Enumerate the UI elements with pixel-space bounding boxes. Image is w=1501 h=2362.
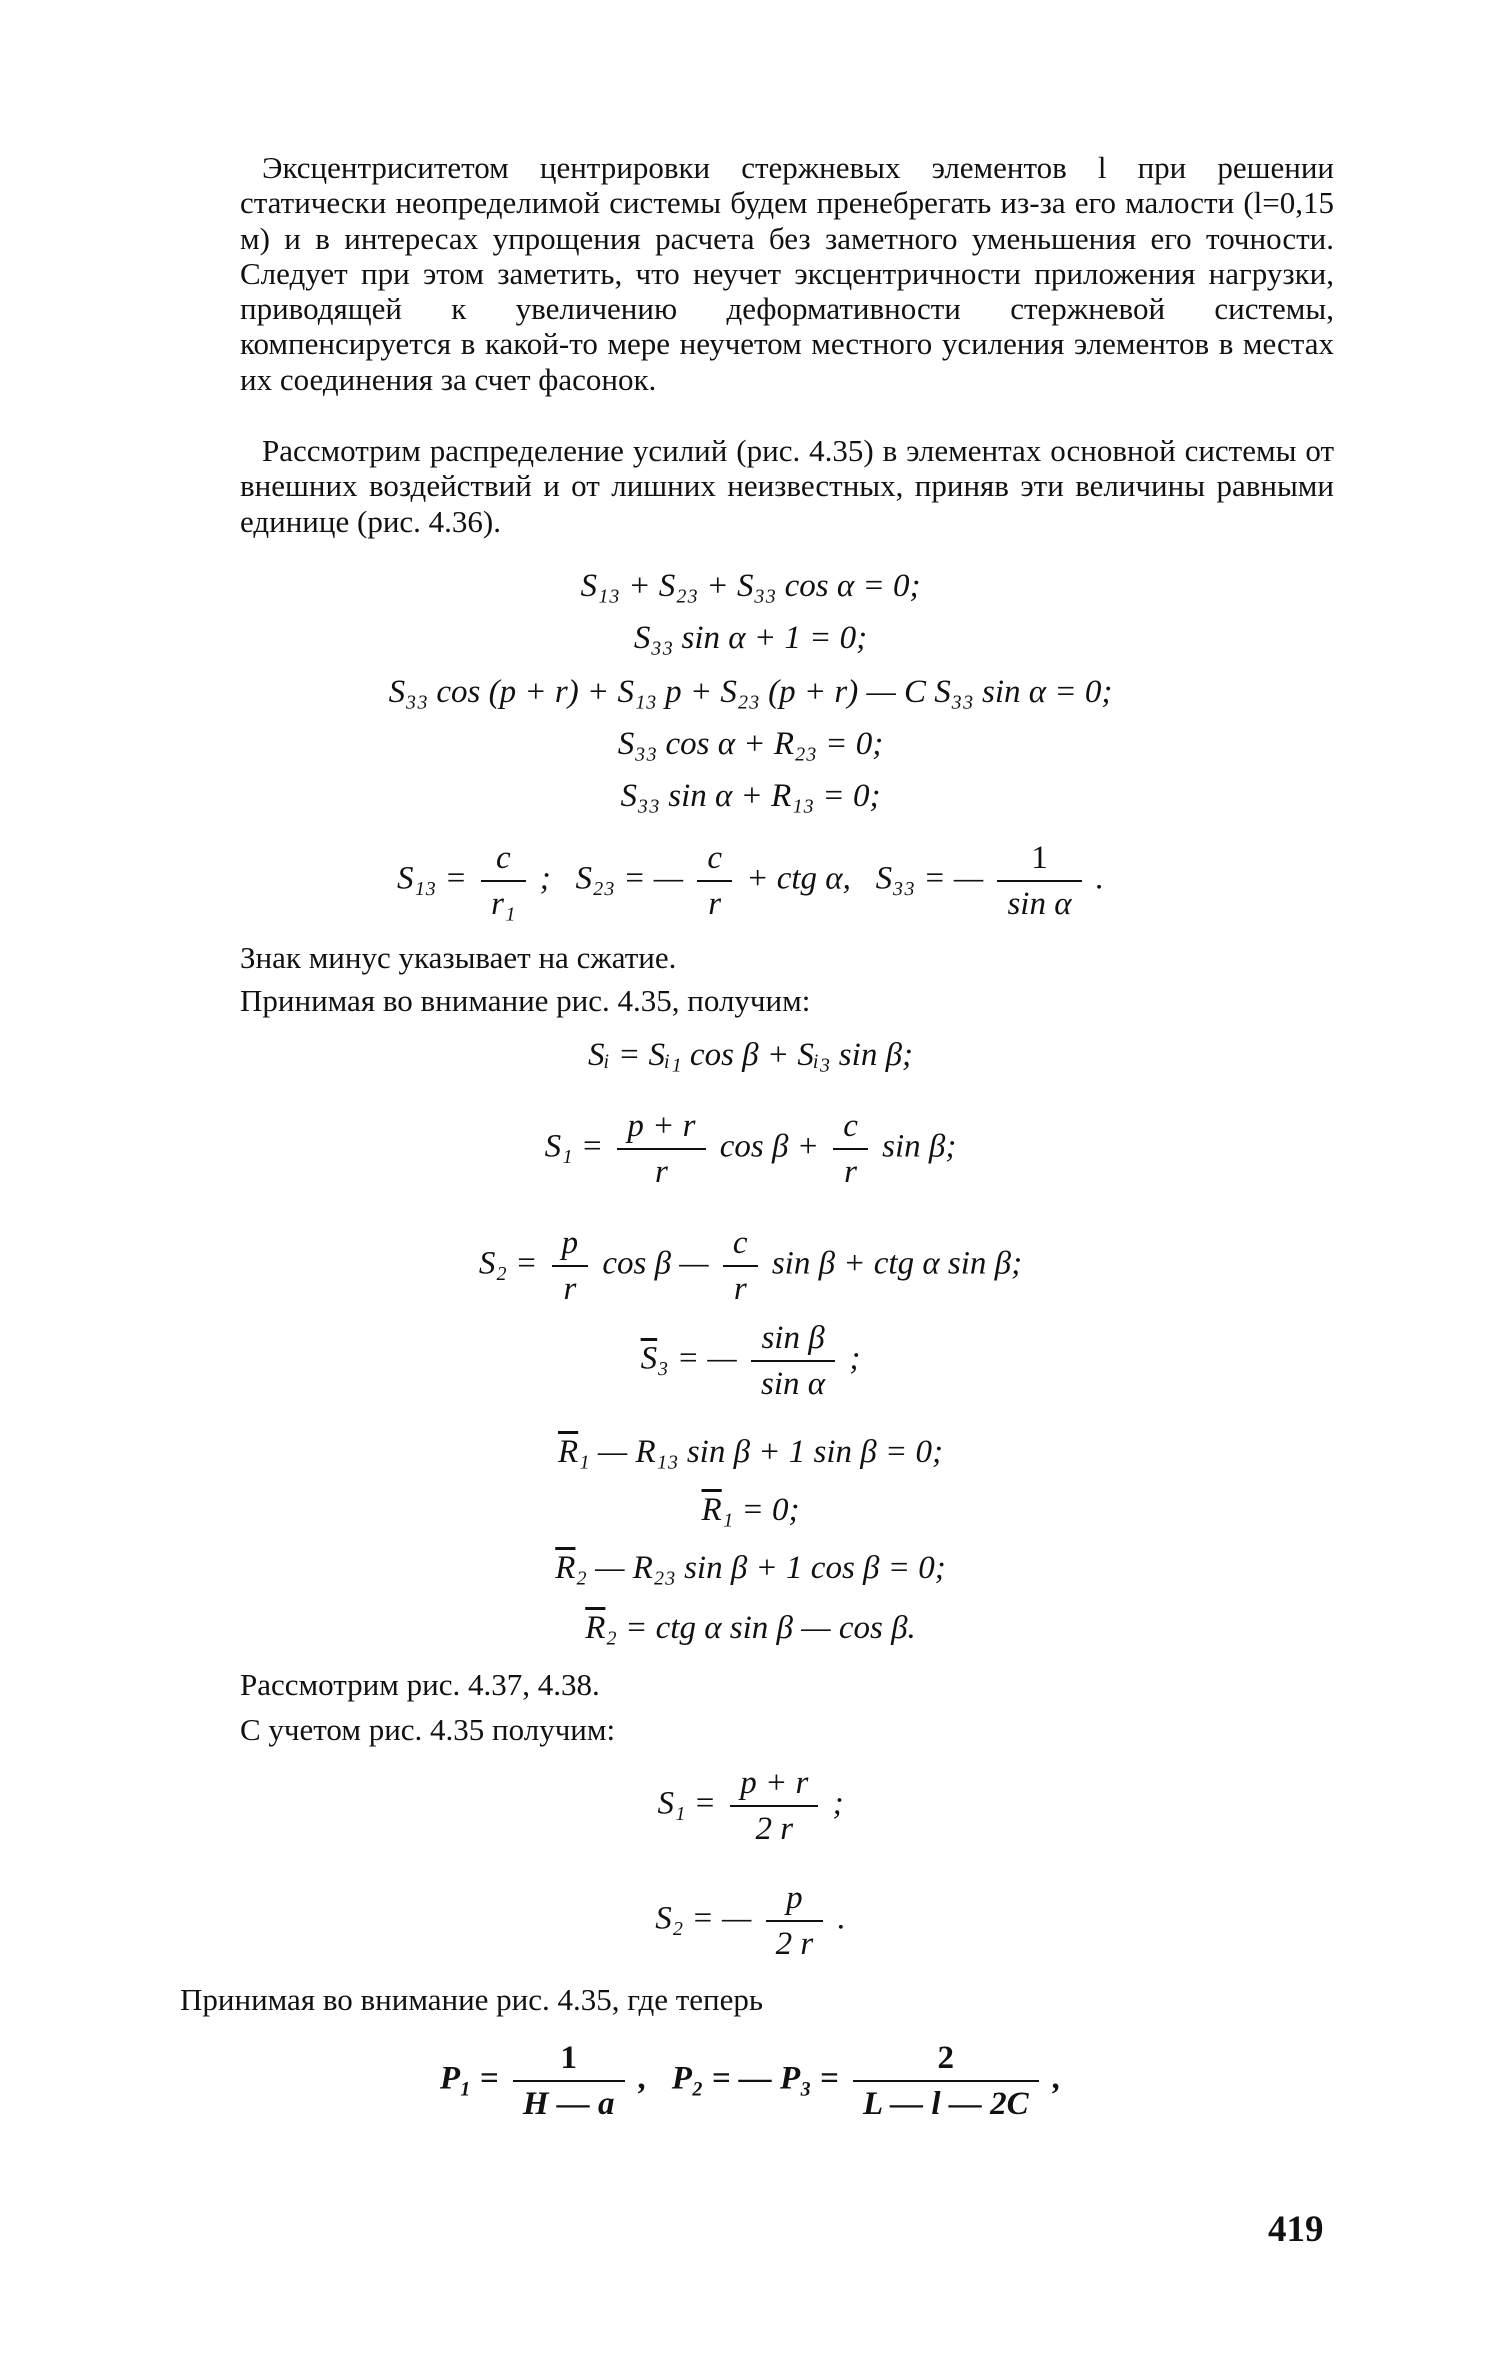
- equation-2: S₃₃ sin α + 1 = 0;: [633, 620, 868, 656]
- fraction-c-r1: $\frac{c}{\text{r₁}}$: [481, 840, 525, 922]
- equation-8: S₁ = $\frac{p + r}{r}$ cos β + $\frac{c}{r}$ sin β;: [544, 1108, 957, 1190]
- consider-figs-line: Рассмотрим рис. 4.37, 4.38.: [240, 1667, 600, 1702]
- fraction-1-sina: $\frac{1}{\text{sin α}}$: [997, 840, 1081, 922]
- equation-15: S₁ = $\frac{p + r}{2 r}$ ;: [657, 1765, 844, 1847]
- with-regard-line: С учетом рис. 4.35 получим:: [240, 1712, 616, 1747]
- considering-line-2: Принимая во внимание рис. 4.35, где теперь: [180, 1982, 764, 2017]
- equation-1: S₁₃ + S₂₃ + S₃₃ cos α = 0;: [580, 568, 921, 604]
- equation-13: $\overline{R}_2$ — R₂₃ sin β + 1 cos β = 0;: [555, 1550, 946, 1586]
- page-number: 419: [1268, 2209, 1324, 2250]
- equation-10: $\overline{S}_3$ = — $\frac{\text{sin β}}{\text{sin α}}$ ;: [640, 1320, 861, 1402]
- equation-3: S₃₃ cos (p + r) + S₁₃ p + S₂₃ (p + r) — C S₃₃ sin α = 0;: [388, 674, 1113, 710]
- equation-5: S₃₃ sin α + R₁₃ = 0;: [620, 778, 881, 814]
- fraction-c-r: $\frac{c}{r}$: [697, 840, 732, 922]
- equation-17: P₁ = $\frac{1}{H — a}$ , P₂ = — P₃ = $\frac{2}{L — l — 2C}$ ,: [439, 2040, 1062, 2122]
- considering-line-1: Принимая во внимание рис. 4.35, получим:: [240, 983, 811, 1018]
- sign-note: Знак минус указывает на сжатие.: [240, 940, 677, 975]
- equation-14: $\overline{R}_2$ = ctg α sin β — cos β.: [585, 1610, 916, 1646]
- equation-12: $\overline{R}_1 = 0$;: [701, 1492, 800, 1528]
- equation-6: S₁₃ = $\frac{c}{\text{r₁}}$ ; S₂₃ = — $\frac{c}{r}$ + ctg α, S₃₃ = — $\frac{1}{\text{sin α}}$ .: [396, 840, 1105, 922]
- paragraph-eccentricity: Эксцентриситетом центрировки стержневых элементов l при решении статически неопределимой системы будем пренебрегать из-за его малости (l=0,15 м) и в интересах упрощения расчета без заметного уменьшения его точности. Следует при этом заметить, что неучет эксцентричности приложения нагрузки, приводящей к увеличению деформативности стержневой системы, компенсируется в какой-то мере неучетом местного усиления элементов в местах их соединения за счет фасонок.: [240, 150, 1334, 397]
- equation-16: S₂ = — $\frac{p}{2 r}$ .: [655, 1880, 846, 1962]
- equation-7: Sᵢ = Sᵢ₁ cos β + Sᵢ₃ sin β;: [587, 1037, 913, 1073]
- paragraph-distribution: Рассмотрим распределение усилий (рис. 4.35) в элементах основной системы от внешних воздействий и от лишних неизвестных, приняв эти величины равными единице (рис. 4.36).: [240, 433, 1334, 539]
- equation-9: S₂ = $\frac{p}{r}$ cos β — $\frac{c}{r}$ sin β + ctg α sin β;: [478, 1225, 1023, 1307]
- equation-11: $\overline{R}_1$ — R₁₃ sin β + 1 sin β = 0;: [557, 1434, 943, 1470]
- equation-4: S₃₃ cos α + R₂₃ = 0;: [617, 726, 884, 762]
